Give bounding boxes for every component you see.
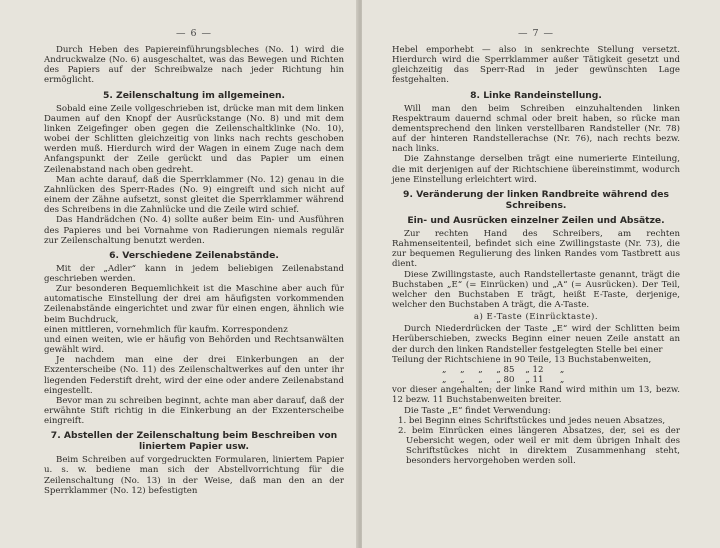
list-item: 1. bei Beginn eines Schriftstückes und jedes neuen Absatzes, (398, 415, 666, 426)
section-heading: 7. Abstellen der Zeilenschaltung beim Beschreiben von liniertem Papier usw. (50, 430, 338, 453)
section-heading: 5. Zeilenschaltung im allgemeinen. (102, 89, 286, 101)
page-text (392, 45, 680, 467)
paragraph: vor dieser angehalten; der linke Rand wird mithin um 13, bezw. 12 bezw. 11 Buchstabenweiten breiter. (392, 385, 680, 406)
paragraph: Bevor man zu schreiben beginnt, achte man aber darauf, daß der erwähnte Stift richtig in die Einkerbung an der Exzenterscheibe eingreift. (44, 395, 344, 427)
paragraph: Die Taste „E“ findet Verwendung: (404, 405, 551, 416)
paragraph: Will man den beim Schreiben einzuhaltenden linken Respektraum dauernd schmal oder breit haben, so rücke man dementsprechend den linken verstellbaren Randsteller (Nr. 78) auf der hinteren Randstellerachse (Nr. 76), nach rechts bezw. nach links. (392, 103, 680, 155)
section-heading: 6. Verschiedene Zeilenabstände. (109, 249, 279, 261)
paragraph: einen mittleren, vornehmlich für kaufm. Korrespondenz (44, 324, 288, 335)
section-heading: 9. Veränderung der linken Randbreite während des Schreibens. (403, 188, 669, 211)
section-heading: 8. Linke Randeinstellung. (470, 89, 602, 101)
paragraph: Sobald eine Zeile vollgeschrieben ist, drücke man mit dem linken Daumen auf den Knopf der Ausrückstange (No. 8) und mit dem linken Zeigefinger oben gegen die Zeilenschaltklinke (No. 10), wobei der Schlitten gleichzeitig von links nach rechts geschoben werden muß. Hierdurch wird der Wagen in einem Zuge nach dem Anfangspunkt der Zeile gerückt und das Papier um einen Zeilenabstand nach oben gedreht. (44, 103, 344, 175)
paragraph: Durch Niederdrücken der Taste „E“ wird der Schlitten beim Herüberschieben, zwecks Beginn einer neuen Zeile anstatt an der durch den linken Randsteller festgelegten Stelle bei einer (392, 324, 680, 355)
paragraph: Das Handrädchen (No. 4) sollte außer beim Ein- und Ausführen des Papieres und bei Vornahme von Radierungen niemals regulär zur Zeilenschaltung benutzt werden. (44, 215, 344, 246)
paragraph: Beim Schreiben auf vorgedruckten Formularen, liniertem Papier u. s. w. bediene man sich der Abstellvorrichtung für die Zeilenschaltung (No. 13) in der Weise, daß man den an der Sperrklammer (No. 12) befestigten (44, 455, 344, 496)
paragraph: Teilung der Richtschiene in 90 Teile, 13 Buchstabenweiten, (392, 354, 652, 365)
page-text (44, 45, 344, 496)
paragraph: Je nachdem man eine der drei Einkerbungen an der Exzenterscheibe (No. 11) des Zeilenschaltwerkes auf den unter ihr liegenden Federstift dreht, wird der eine oder andere Zeilenabstand eingestellt. (44, 355, 344, 396)
page-number: — 6 — (175, 28, 213, 39)
subsection-heading: a) E-Taste (Einrücktaste). (473, 312, 599, 323)
ditto-line: „ „ „ „ 80 „ 11 „ (442, 375, 565, 386)
paragraph: Hebel emporhebt — also in senkrechte Stellung versetzt. Hierdurch wird die Sperrklammer außer Tätigkeit gesetzt und gleichzeitig das Sperr-Rad in jeder gewünschten Lage festgehalten. (392, 45, 680, 86)
right-page (362, 0, 720, 548)
paragraph: Mit der „Adler“ kann in jedem beliebigen Zeilenabstand geschrieben werden. (44, 263, 344, 284)
paragraph: Die Zahnstange derselben trägt eine numerierte Einteilung, die mit derjenigen auf der Richtschiene übereinstimmt, wodurch jene Einstellung erleichtert wird. (392, 154, 680, 185)
paragraph: Zur besonderen Bequemlichkeit ist die Maschine aber auch für automatische Einstellung der drei am häufigsten vorkommenden Zeilenabstände eingerichtet und zwar für einen engen, ähnlich wie beim Buchdruck, (44, 284, 344, 325)
list-item: 2. beim Einrücken eines längeren Absatzes, der, sei es der Uebersicht wegen, oder weil er mit dem übrigen Inhalt des Schriftstückes nicht in direktem Zusammenhang steht, besonders hervorgehoben werden soll. (398, 425, 680, 467)
ditto-line: „ „ „ „ 85 „ 12 „ (442, 364, 565, 375)
paragraph: Diese Zwillingstaste, auch Randstellertaste genannt, trägt die Buchstaben „E“ (= Einrücken) und „A“ (= Ausrücken). Der Teil, welcher den Buchstaben E trägt, heißt E-Taste, derjenige, welcher den Buchstaben A trägt, die A-Taste. (392, 269, 680, 310)
paragraph: und einen weiten, wie er häufig von Behörden und Rechtsanwälten gewählt wird. (44, 334, 344, 356)
page-number: — 7 — (517, 28, 555, 39)
paragraph: Man achte darauf, daß die Sperrklammer (No. 12) genau in die Zahnlücken des Sperr-Rades (No. 9) eingreift und sich nicht auf einem der Zähne aufsetzt, sonst gleitet die Sperrklammer während des Schreibens in die Zahnlücke und die Zeile wird schief. (44, 174, 344, 216)
section-subheading: Ein- und Ausrücken einzelner Zeilen und Absätze. (407, 214, 665, 226)
left-page (0, 0, 358, 548)
paragraph: Zur rechten Hand des Schreibers, am rechten Rahmenseitenteil, befindet sich eine Zwillingstaste (Nr. 73), die zur bequemen Regulierung des linken Randes vom Tastbrett aus dient. (392, 228, 680, 270)
paragraph: Durch Heben des Papiereinführungsbleches (No. 1) wird die Andruckwalze (No. 6) ausgeschaltet, was das Bewegen und Richten des Papiers auf der Schreibwalze nach jeder Richtung hin ermöglicht. (44, 45, 344, 86)
